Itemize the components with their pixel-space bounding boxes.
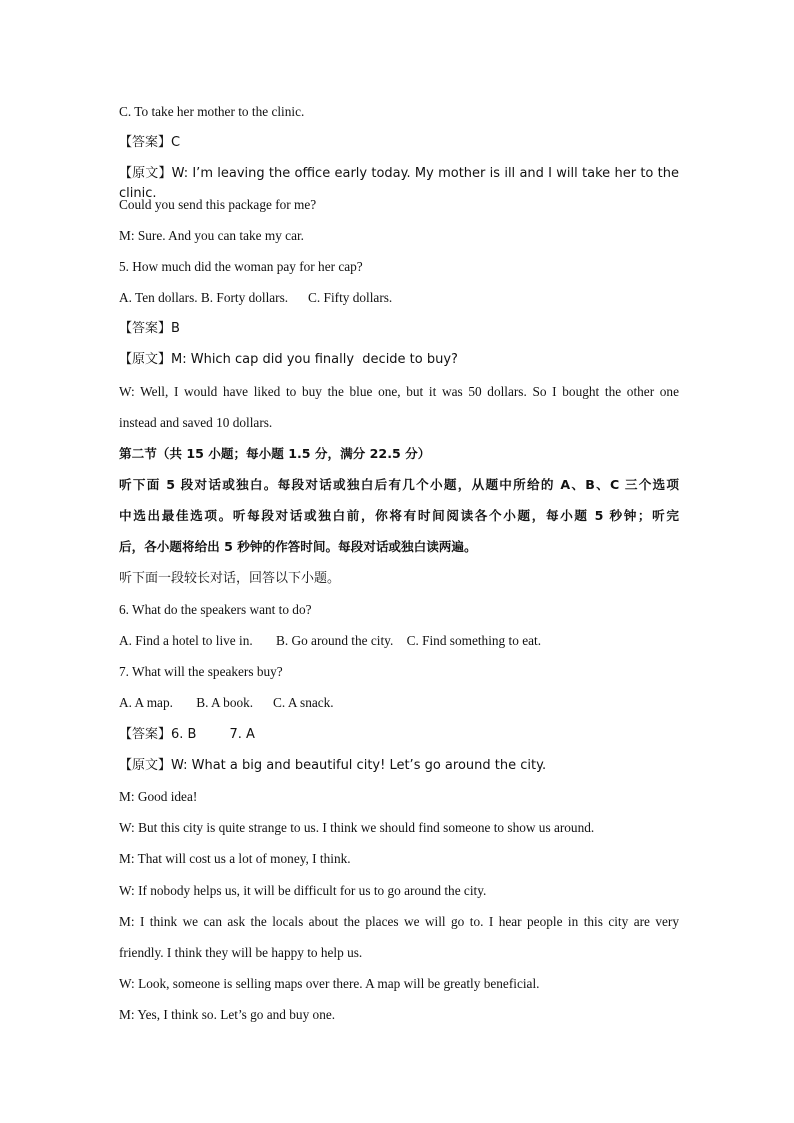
transcript-line: M: That will cost us a lot of money, I think. (119, 851, 351, 866)
section-heading: 第二节（共 15 小题；每小题 1.5 分，满分 22.5 分） (119, 446, 431, 461)
question-5: 5. How much did the woman pay for her cap? (119, 259, 363, 274)
transcript-line: W: Look, someone is selling maps over there. A map will be greatly beneficial. (119, 976, 540, 991)
transcript-line: W: If nobody helps us, it will be difficult for us to go around the city. (119, 883, 487, 898)
transcript-line: M: Good idea! (119, 789, 198, 804)
transcript-line: friendly. I think they will be happy to help us. (119, 945, 363, 960)
question-6: 6. What do the speakers want to do? (119, 602, 312, 617)
section-instructions: 听下面 5 段对话或独白。每段对话或独白后有几个小题，从题中所给的 A、B、C 三个选项 (119, 477, 679, 492)
question-5-options: A. Ten dollars. B. Forty dollars. C. Fifty dollars. (119, 290, 393, 305)
transcript-line: instead and saved 10 dollars. (119, 415, 273, 430)
option-c: C. To take her mother to the clinic. (119, 104, 305, 119)
transcript-line: W: Well, I would have liked to buy the blue one, but it was 50 dollars. So I bought the other one (119, 384, 679, 399)
question-7: 7. What will the speakers buy? (119, 664, 283, 679)
transcript-line: M: Sure. And you can take my car. (119, 228, 305, 243)
question-6-options: A. Find a hotel to live in. B. Go around the city. C. Find something to eat. (119, 633, 542, 648)
answer-line: 【答案】6. B 7. A (119, 727, 255, 742)
section-instructions: 中选出最佳选项。听每段对话或独白前，你将有时间阅读各个小题，每小题 5 秒钟；听完 (119, 508, 679, 523)
question-7-options: A. A map. B. A book. C. A snack. (119, 695, 334, 710)
transcript-line: 【原文】M: Which cap did you finally decide to buy? (119, 352, 458, 367)
answer-line: 【答案】B (119, 321, 180, 336)
transcript-line: M: I think we can ask the locals about the places we will go to. I hear people in this city are very (119, 914, 679, 929)
dialogue-intro: 听下面一段较长对话，回答以下小题。 (119, 571, 341, 586)
transcript-line: 【原文】W: I’m leaving the office early today. My mother is ill and I will take her to the clinic. (119, 166, 679, 201)
transcript-line: W: But this city is quite strange to us. I think we should find someone to show us around. (119, 820, 595, 835)
transcript-line: 【原文】W: What a big and beautiful city! Let’s go around the city. (119, 758, 547, 773)
transcript-line: Could you send this package for me? (119, 197, 317, 212)
section-instructions: 后，各小题将给出 5 秒钟的作答时间。每段对话或独白读两遍。 (119, 539, 477, 554)
answer-line: 【答案】C (119, 135, 181, 150)
transcript-line: M: Yes, I think so. Let’s go and buy one. (119, 1007, 336, 1022)
